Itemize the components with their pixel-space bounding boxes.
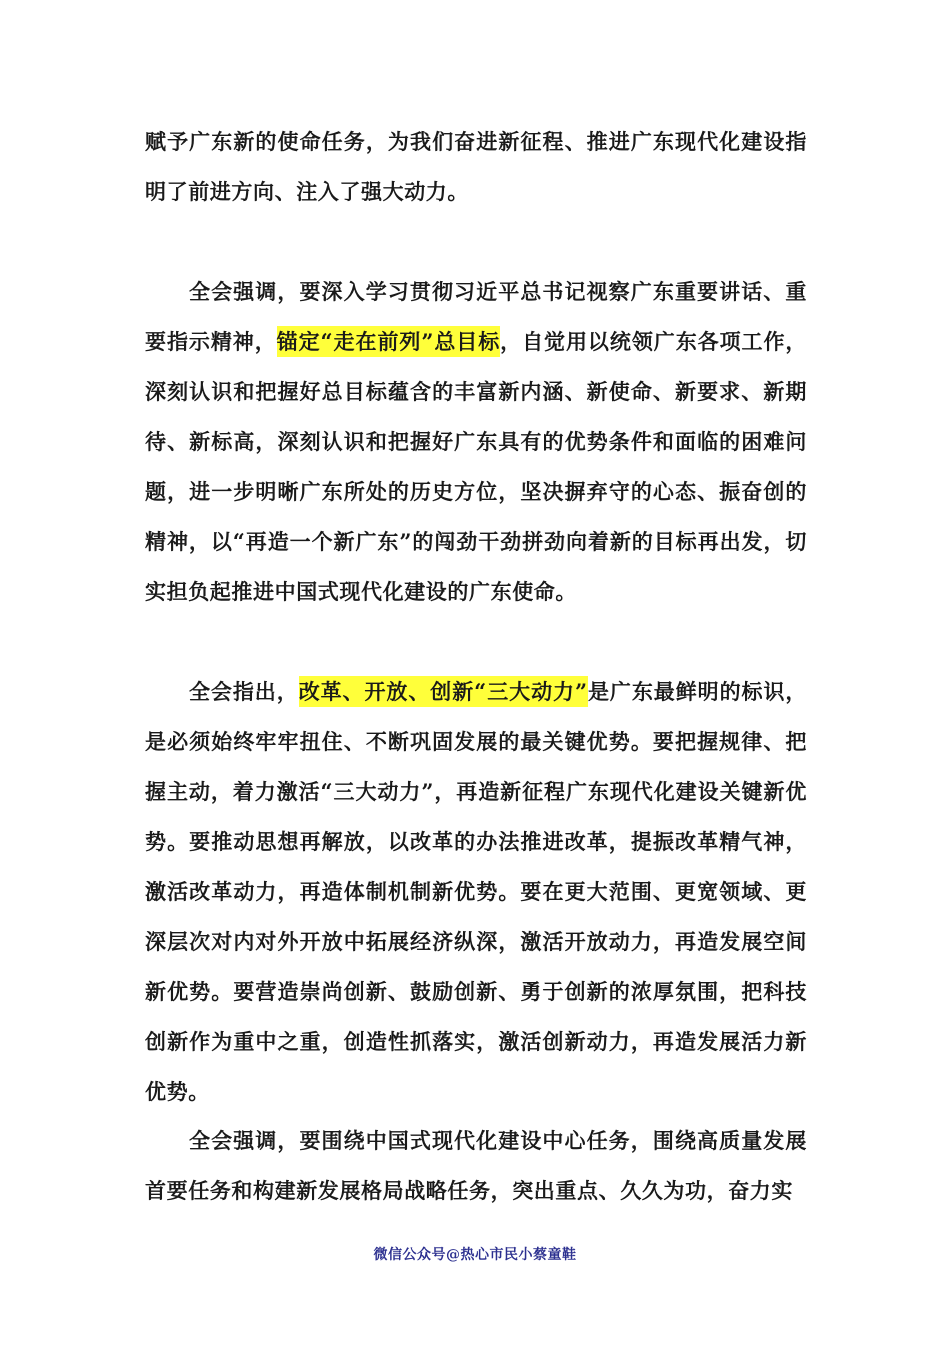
highlighted-phrase-goal: 锚定“走在前列”总目标	[277, 326, 501, 357]
highlighted-phrase-three-drivers: 改革、开放、创新“三大动力”	[299, 676, 588, 707]
paragraph-1-text: 赋予广东新的使命任务，为我们奋进新征程、推进广东现代化建设指明了前进方向、注入了强大动力。	[145, 129, 807, 204]
paragraph-3-text-b: 是广东最鲜明的标识，是必须始终牢牢扭住、不断巩固发展的最关键优势。要把握规律、把握主动，着力激活“三大动力”，再造新征程广东现代化建设关键新优势。要推动思想再解放，以改革的办法推进改革，提振改革精气神，激活改革动力，再造体制机制新优势。要在更大范围、更宽领域、更深层次对内对外开放中拓展经济纵深，激活开放动力，再造发展空间新优势。要营造崇尚创新、鼓励创新、勇于创新的浓厚氛围，把科技创新作为重中之重，创造性抓落实，激活创新动力，再造发展活力新优势。	[145, 679, 808, 1104]
paragraph-1	[145, 117, 807, 217]
paragraph-2	[145, 267, 807, 617]
paragraph-3-text-a: 全会指出，	[189, 679, 299, 704]
paragraph-2-text-a: 全会强调，要深入学习贯彻习近平总书记视察广东重要讲话、重要指示精神，	[145, 279, 807, 354]
paragraph-2-text-b: ，自觉用以统领广东各项工作，深刻认识和把握好总目标蕴含的丰富新内涵、新使命、新要求、新期待、新标高，深刻认识和把握好广东具有的优势条件和面临的困难问题，进一步明晰广东所处的历史方位，坚决摒弃守的心态、振奋创的精神，以“再造一个新广东”的闯劲干劲拼劲向着新的目标再出发，切实担负起推进中国式现代化建设的广东使命。	[145, 329, 807, 604]
paragraph-4	[145, 1116, 807, 1216]
paragraph-4-text: 全会强调，要围绕中国式现代化建设中心任务，围绕高质量发展首要任务和构建新发展格局战略任务，突出重点、久久为功，奋力实	[145, 1128, 807, 1203]
footer-watermark: 微信公众号@热心市民小蔡童鞋	[373, 1247, 577, 1263]
paragraph-3	[145, 667, 807, 1117]
